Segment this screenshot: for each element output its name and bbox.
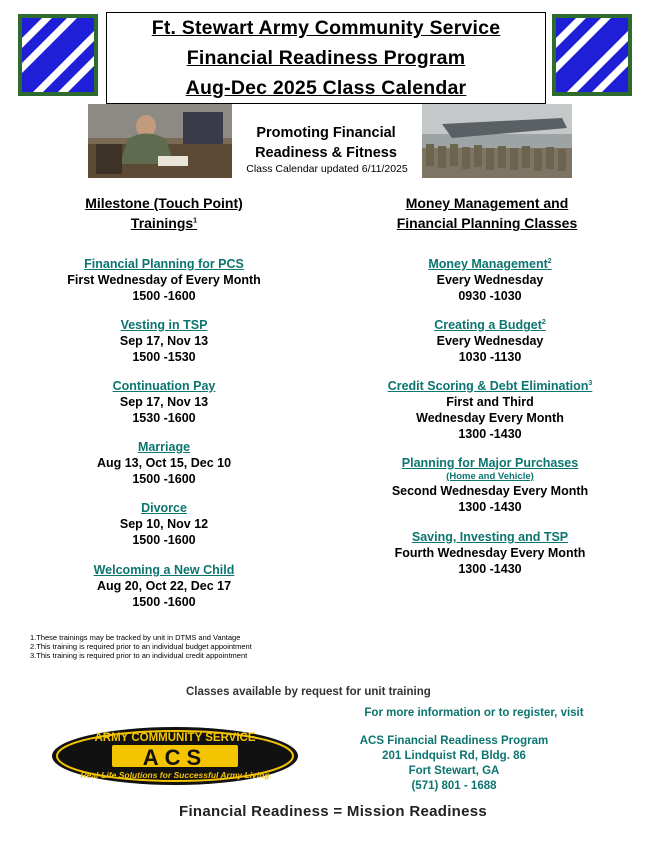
division-flag-right-icon xyxy=(552,14,632,96)
title-line-1: Ft. Stewart Army Community Service xyxy=(151,17,501,39)
class-link[interactable]: Financial Planning for PCS xyxy=(84,257,244,271)
footnote-sup: 3 xyxy=(588,379,593,387)
class-schedule: Fourth Wednesday Every Month xyxy=(394,546,586,560)
class-link[interactable]: Vesting in TSP xyxy=(120,318,208,332)
class-link[interactable]: Planning for Major Purchases xyxy=(401,456,579,470)
right-item-credit xyxy=(340,378,640,442)
promo-line-2: Readiness & Fitness xyxy=(255,145,397,161)
acs-logo xyxy=(50,726,300,786)
updated-date: Class Calendar updated 6/11/2025 xyxy=(246,163,408,175)
promo-heading xyxy=(236,123,416,163)
class-time: 1500 -1600 xyxy=(132,595,196,609)
title-line-2: Financial Readiness Program xyxy=(186,47,466,69)
class-time: 1500 -1600 xyxy=(132,289,196,303)
left-heading-line-2: Trainings xyxy=(130,215,194,231)
class-time: 1300 -1430 xyxy=(458,500,522,514)
footnote-3: 3.This training is required prior to an individual credit appointment xyxy=(30,651,248,660)
left-heading-sup: 1 xyxy=(193,217,198,225)
class-schedule: First and Third xyxy=(446,395,534,409)
class-schedule: Sep 17, Nov 13 xyxy=(119,395,209,409)
class-link[interactable]: Welcoming a New Child xyxy=(93,563,235,577)
right-item-money-management xyxy=(340,256,640,304)
class-time: 1300 -1430 xyxy=(458,427,522,441)
logo-top-text: ARMY COMMUNITY SERVICE xyxy=(94,732,256,744)
class-schedule: Aug 13, Oct 15, Dec 10 xyxy=(96,456,232,470)
right-column-heading xyxy=(356,193,618,233)
title-line-3: Aug-Dec 2025 Class Calendar xyxy=(185,77,467,99)
availability-note: Classes available by request for unit training xyxy=(186,686,431,698)
footnote-sup: 2 xyxy=(547,257,552,265)
left-heading-line-1: Milestone (Touch Point) xyxy=(85,195,243,211)
class-time: 1300 -1430 xyxy=(458,562,522,576)
class-schedule: Sep 17, Nov 13 xyxy=(119,334,209,348)
title-box xyxy=(106,12,546,104)
class-schedule: Second Wednesday Every Month xyxy=(391,484,589,498)
class-link[interactable]: Divorce xyxy=(141,501,187,515)
class-link[interactable] xyxy=(340,256,640,272)
contact-city: Fort Stewart, GA xyxy=(408,765,500,777)
logo-bottom-text: Real-Life Solutions for Successful Army Living xyxy=(80,770,270,780)
footnote-2: 2.This training is required prior to an individual budget appointment xyxy=(30,642,252,651)
promo-line-1: Promoting Financial xyxy=(256,125,396,141)
class-link[interactable]: Continuation Pay xyxy=(112,379,216,393)
class-time: 1030 -1130 xyxy=(458,350,522,364)
footnotes xyxy=(30,633,350,660)
right-item-saving-investing xyxy=(340,529,640,577)
class-name: Credit Scoring & Debt Elimination xyxy=(387,379,589,393)
class-schedule: First Wednesday of Every Month xyxy=(67,273,261,287)
contact-block xyxy=(344,734,564,794)
class-link[interactable]: Marriage xyxy=(137,440,191,454)
class-time: 1500 -1600 xyxy=(132,472,196,486)
left-item-continuation-pay xyxy=(14,378,314,426)
left-item-divorce xyxy=(14,500,314,548)
contact-intro: For more information or to register, visit xyxy=(364,707,584,719)
class-name: Creating a Budget xyxy=(434,318,542,332)
contact-address: 201 Lindquist Rd, Bldg. 86 xyxy=(382,750,526,762)
division-flag-left-icon xyxy=(18,14,98,96)
class-time: 1500 -1530 xyxy=(132,350,196,364)
right-heading-line-1: Money Management and xyxy=(405,195,569,211)
left-item-tsp-vesting xyxy=(14,317,314,365)
left-item-pcs xyxy=(14,256,314,304)
right-item-major-purchases xyxy=(340,455,640,515)
soldier-desk-photo xyxy=(88,104,232,178)
class-subtitle: (Home and Vehicle) xyxy=(446,471,534,482)
footnote-1: 1.These trainings may be tracked by unit in DTMS and Vantage xyxy=(30,633,241,642)
class-time: 1500 -1600 xyxy=(132,533,196,547)
left-column-heading xyxy=(44,193,284,233)
left-item-marriage xyxy=(14,439,314,487)
troops-aircraft-photo xyxy=(422,104,572,178)
right-heading-line-2: Financial Planning Classes xyxy=(396,215,578,231)
class-schedule-2: Wednesday Every Month xyxy=(416,411,564,425)
class-link[interactable] xyxy=(340,378,640,394)
slogan: Financial Readiness = Mission Readiness xyxy=(179,803,488,820)
footnote-sup: 2 xyxy=(541,318,546,326)
left-item-new-child xyxy=(14,562,314,610)
contact-org: ACS Financial Readiness Program xyxy=(359,735,549,747)
contact-phone[interactable]: (571) 801 - 1688 xyxy=(411,780,497,792)
class-name: Money Management xyxy=(428,257,548,271)
class-time: 1530 -1600 xyxy=(132,411,196,425)
class-link[interactable]: Saving, Investing and TSP xyxy=(411,530,569,544)
logo-center-text: ACS xyxy=(142,745,208,770)
class-schedule: Aug 20, Oct 22, Dec 17 xyxy=(96,579,232,593)
class-schedule: Sep 10, Nov 12 xyxy=(119,517,209,531)
class-link[interactable] xyxy=(340,317,640,333)
right-item-budget xyxy=(340,317,640,365)
class-time: 0930 -1030 xyxy=(458,289,522,303)
class-schedule: Every Wednesday xyxy=(436,334,544,348)
class-schedule: Every Wednesday xyxy=(436,273,544,287)
